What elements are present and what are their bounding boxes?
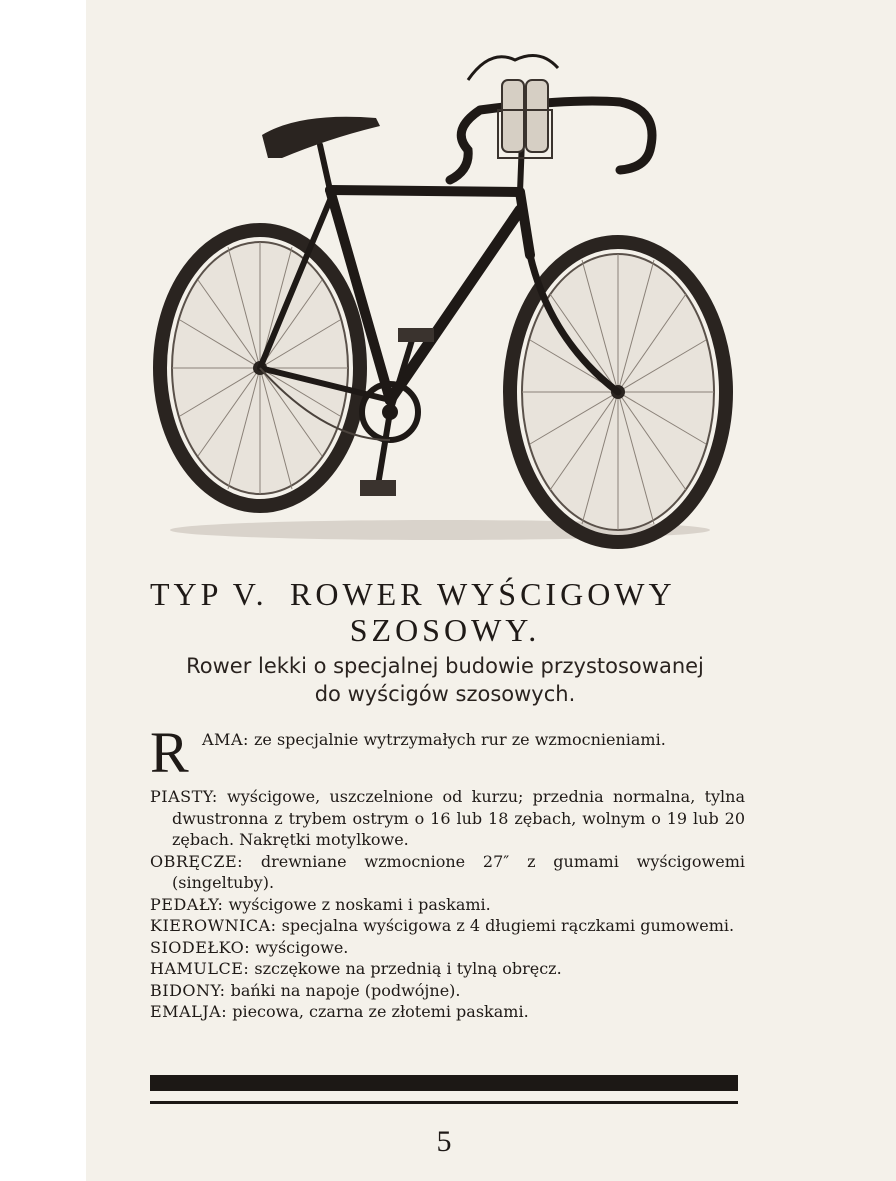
spec-term: PEDAŁY: — [150, 894, 224, 914]
spec-term: PIASTY: — [150, 787, 218, 806]
specifications-list — [150, 720, 745, 1023]
spec-text: drewniane wzmocnione 27″ z gumami wyścigowemi (singeltuby). — [172, 851, 745, 892]
type-label: TYP V. — [150, 576, 268, 612]
spec-text: bańki na napoje (podwójne). — [230, 980, 461, 1000]
spec-rama — [150, 720, 745, 785]
spec-text: szczękowe na przednią i tylną obręcz. — [254, 959, 562, 978]
spec-bidony — [150, 980, 745, 1002]
subtitle — [150, 652, 740, 708]
spec-term: SIODEŁKO: — [150, 937, 251, 957]
title-line-1 — [150, 576, 740, 613]
title-line-2: SZOSOWY. — [349, 612, 541, 648]
spec-siodelko — [150, 937, 745, 959]
spec-term: BIDONY: — [150, 980, 226, 1000]
decorative-rule-thick — [150, 1075, 738, 1091]
spec-text: ze specjalnie wytrzymałych rur ze wzmocnieniami. — [253, 730, 666, 749]
spec-hamulce — [150, 958, 745, 980]
title-main: ROWER WYŚCIGOWY — [290, 576, 676, 612]
page-number: 5 — [436, 1125, 452, 1158]
spec-pedaly — [150, 894, 745, 916]
spec-text: wyścigowe. — [255, 937, 349, 957]
subtitle-line-1: Rower lekki o specjalnej budowie przystosowanej — [186, 654, 704, 678]
spec-kierownica — [150, 915, 745, 937]
spec-obrecze — [150, 851, 745, 894]
spec-text: specjalna wyścigowa z 4 długiemi rączkami gumowemi. — [281, 916, 735, 935]
spec-term: AMA: — [202, 730, 249, 749]
spec-text: piecowa, czarna ze złotemi paskami. — [232, 1002, 529, 1021]
drop-cap: R — [150, 720, 189, 785]
spec-emalja — [150, 1001, 745, 1023]
spec-term: OBRĘCZE: — [150, 851, 244, 871]
racing-bicycle-illustration — [150, 40, 750, 565]
spec-term: KIEROWNICA: — [150, 916, 277, 935]
spec-term: EMALJA: — [150, 1002, 228, 1021]
spec-term: HAMULCE: — [150, 959, 250, 978]
subtitle-line-2: do wyścigów szosowych. — [314, 682, 576, 706]
spec-text: wyścigowe, uszczelnione od kurzu; przednia normalna, tylna dwustronna z trybem ostrym o 16 lub 18 zębach, wolnym o 19 lub 20 zębach. Nakrętki motylkowe. — [172, 787, 745, 849]
scan-margin — [0, 0, 86, 1181]
spec-text: wyścigowe z noskami i paskami. — [228, 894, 491, 914]
decorative-rule-thin — [150, 1101, 738, 1104]
spec-piasty — [150, 786, 745, 851]
